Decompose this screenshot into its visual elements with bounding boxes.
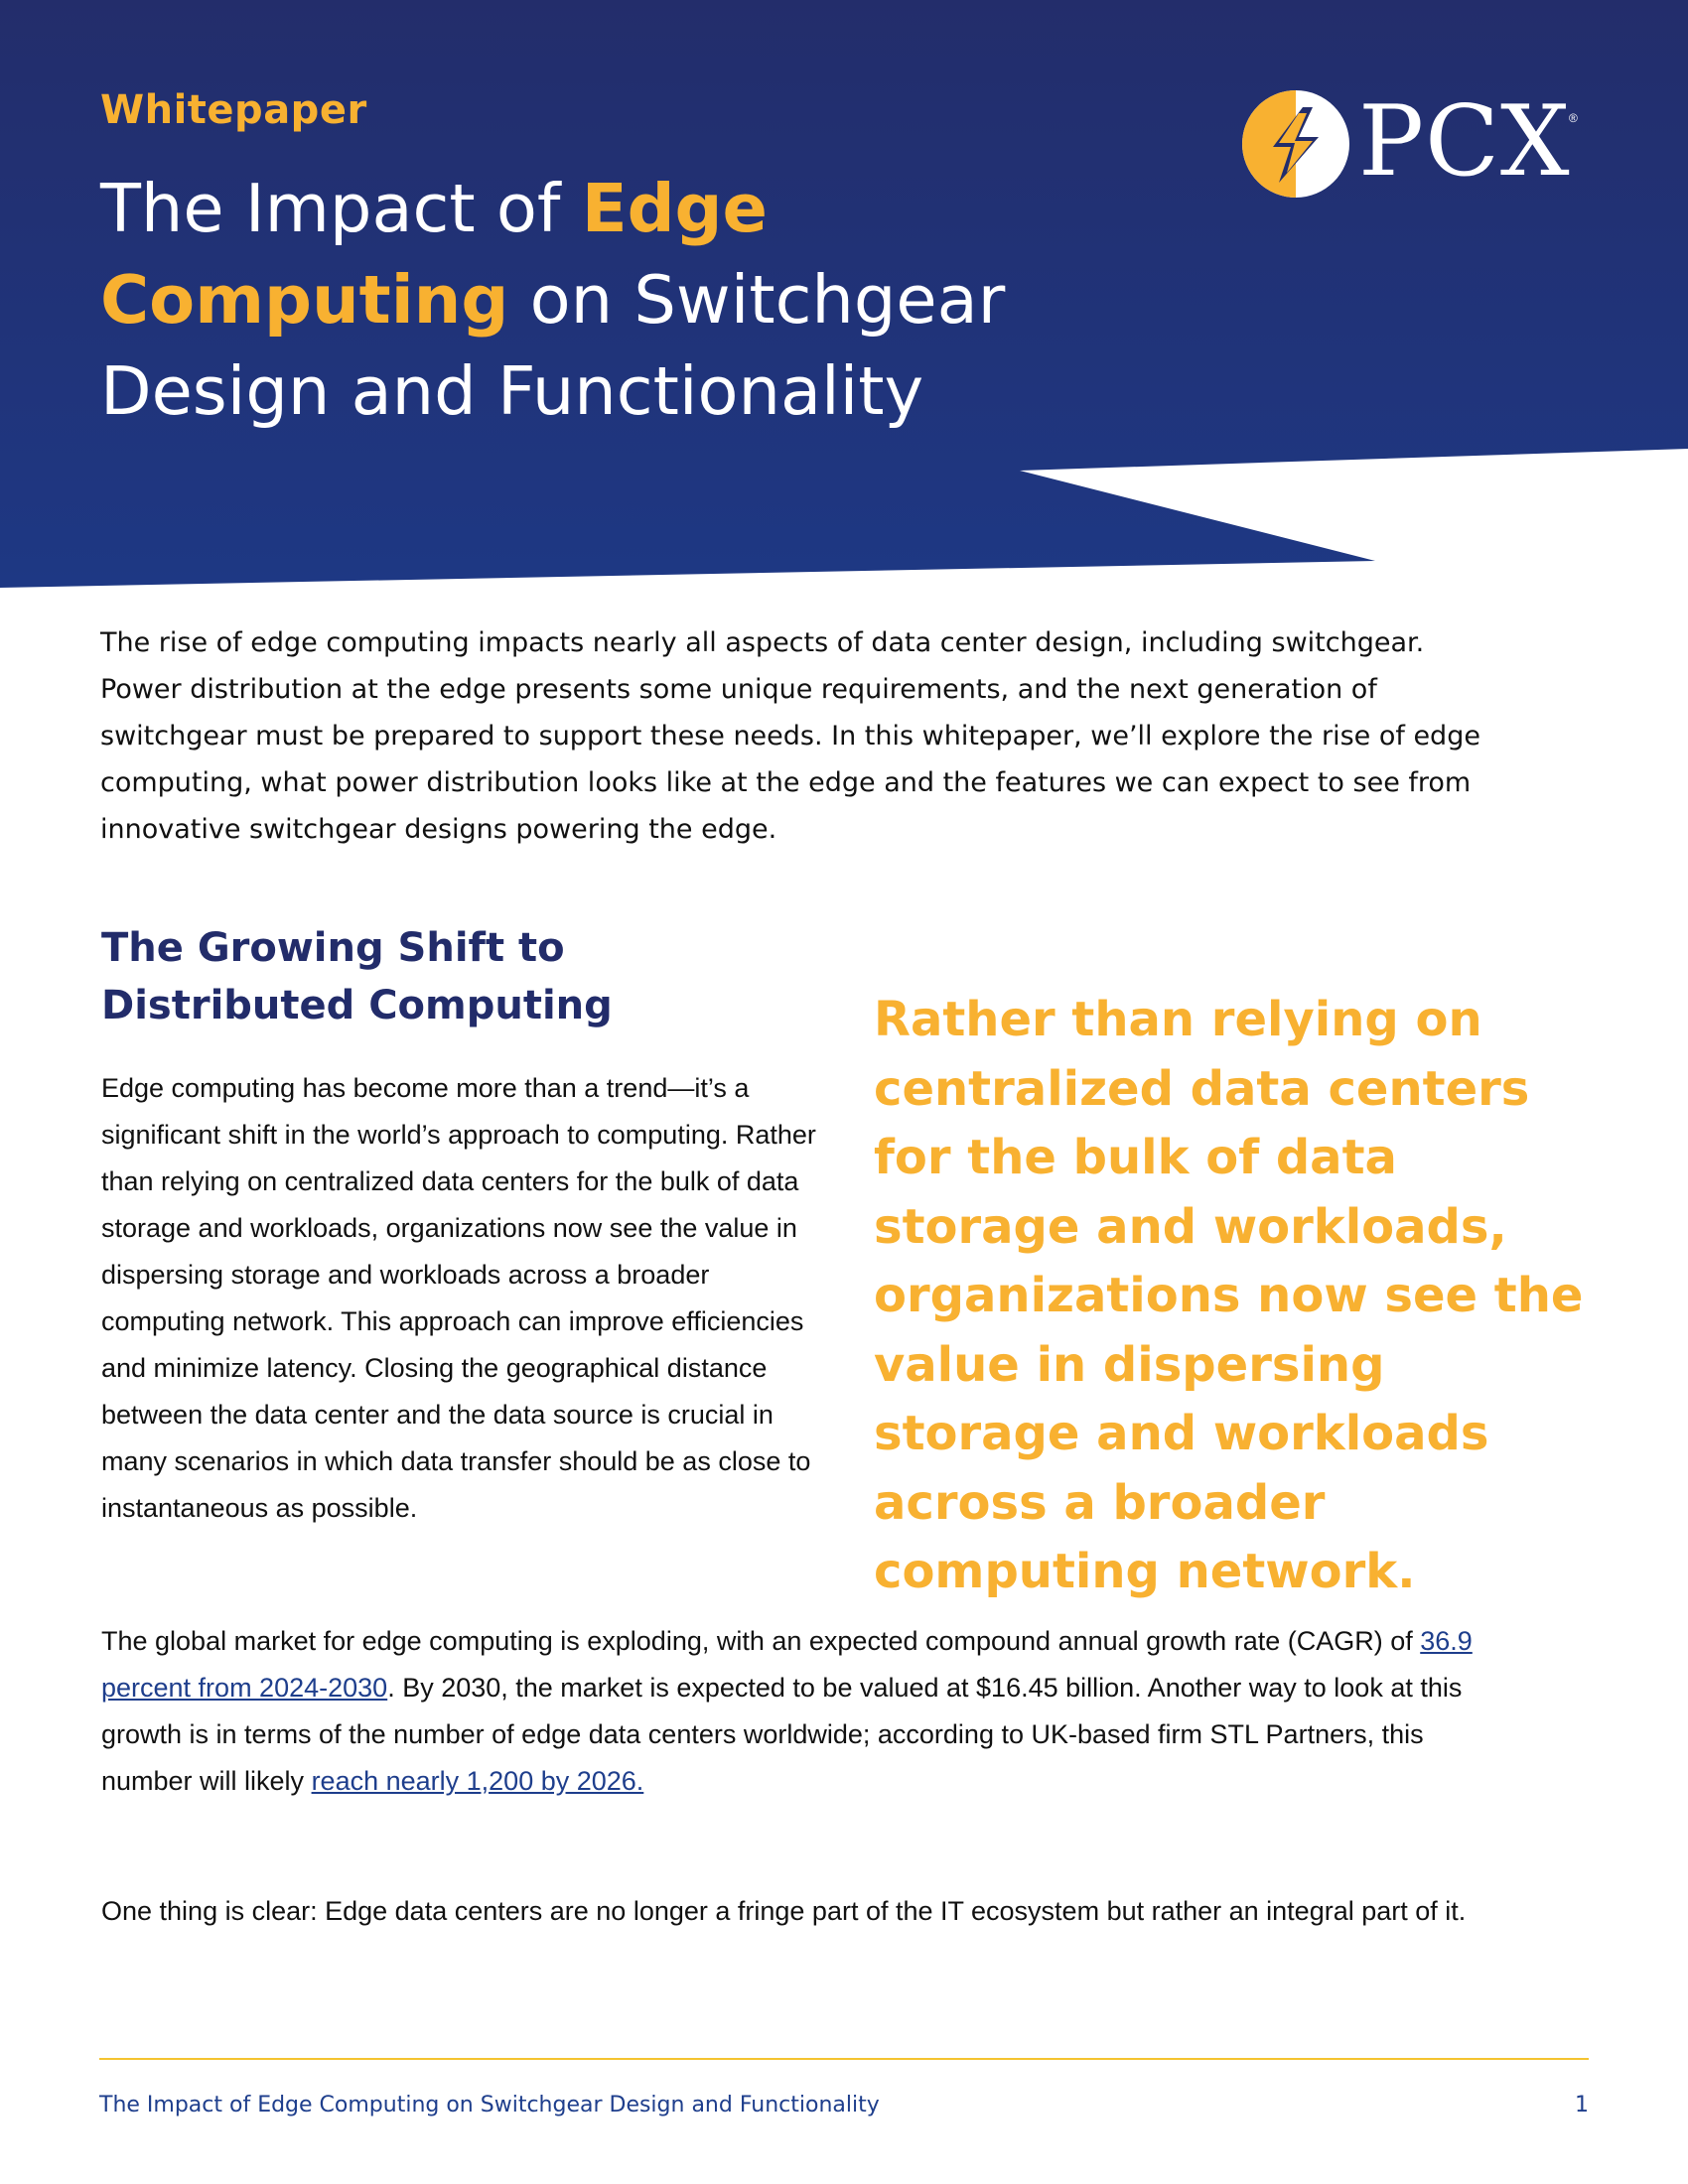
footer-divider bbox=[99, 2058, 1589, 2060]
page-title bbox=[100, 163, 1093, 437]
body-paragraph-1: Edge computing has become more than a trend—it’s a significant shift in the world’s approach to computing. Rather than relying on centralized data centers for the bulk of data storage and workloads, organizations now see the value in dispersing storage and workloads across a broader computing network. This approach can improve efficiencies and minimize latency. Closing the geographical distance between the data center and the data source is crucial in many scenarios in which data transfer should be as close to instantaneous as possible. bbox=[101, 1073, 816, 1523]
cagr-source-link[interactable]: 36.9 percent from 2024-2030 bbox=[101, 1626, 1473, 1703]
body-paragraph-2 bbox=[101, 1618, 1521, 1805]
pull-quote: Rather than relying on centralized data centers for the bulk of data storage and workloads, organizations now see the value in dispersing storage and workloads across a broader computing network. bbox=[874, 992, 1584, 1599]
edge-data-centers-link[interactable]: reach nearly 1,200 by 2026. bbox=[311, 1766, 644, 1796]
title-highlight: Edge Computing bbox=[100, 170, 768, 339]
paragraph-2-text-2: . By 2030, the market is expected to be valued at $16.45 billion. Another way to look at this growth is in terms of the number of edge data centers worldwide; according to UK-based firm STL Partners, this number will likely bbox=[101, 1673, 1463, 1796]
registered-mark: ® bbox=[1569, 111, 1578, 125]
lightning-bolt-icon bbox=[1241, 89, 1350, 199]
footer-title: The Impact of Edge Computing on Switchgear Design and Functionality bbox=[99, 2093, 880, 2117]
page-number: 1 bbox=[1575, 2093, 1589, 2117]
intro-paragraph: The rise of edge computing impacts nearly all aspects of data center design, including switchgear. Power distribution at the edge presents some unique requirements, and the next generation of switchgear must be prepared to support these needs. In this whitepaper, we’ll explore the rise of edge computing, what power distribution looks like at the edge and the features we can expect to see from innovative switchgear designs powering the edge. bbox=[100, 627, 1480, 845]
body-paragraph-3: One thing is clear: Edge data centers are no longer a fringe part of the IT ecosystem but rather an integral part of it. bbox=[101, 1896, 1467, 1926]
title-part-2: on Switchgear Design and Functionality bbox=[100, 261, 1006, 430]
logo-wordmark: PCX bbox=[1358, 85, 1571, 199]
section-heading: The Growing Shift to Distributed Computing bbox=[101, 925, 613, 1028]
title-part-1: The Impact of bbox=[100, 170, 582, 247]
document-type-label: Whitepaper bbox=[100, 87, 367, 133]
pcx-logo bbox=[1241, 87, 1589, 197]
paragraph-2-text-1: The global market for edge computing is exploding, with an expected compound annual growth rate (CAGR) of bbox=[101, 1626, 1421, 1656]
